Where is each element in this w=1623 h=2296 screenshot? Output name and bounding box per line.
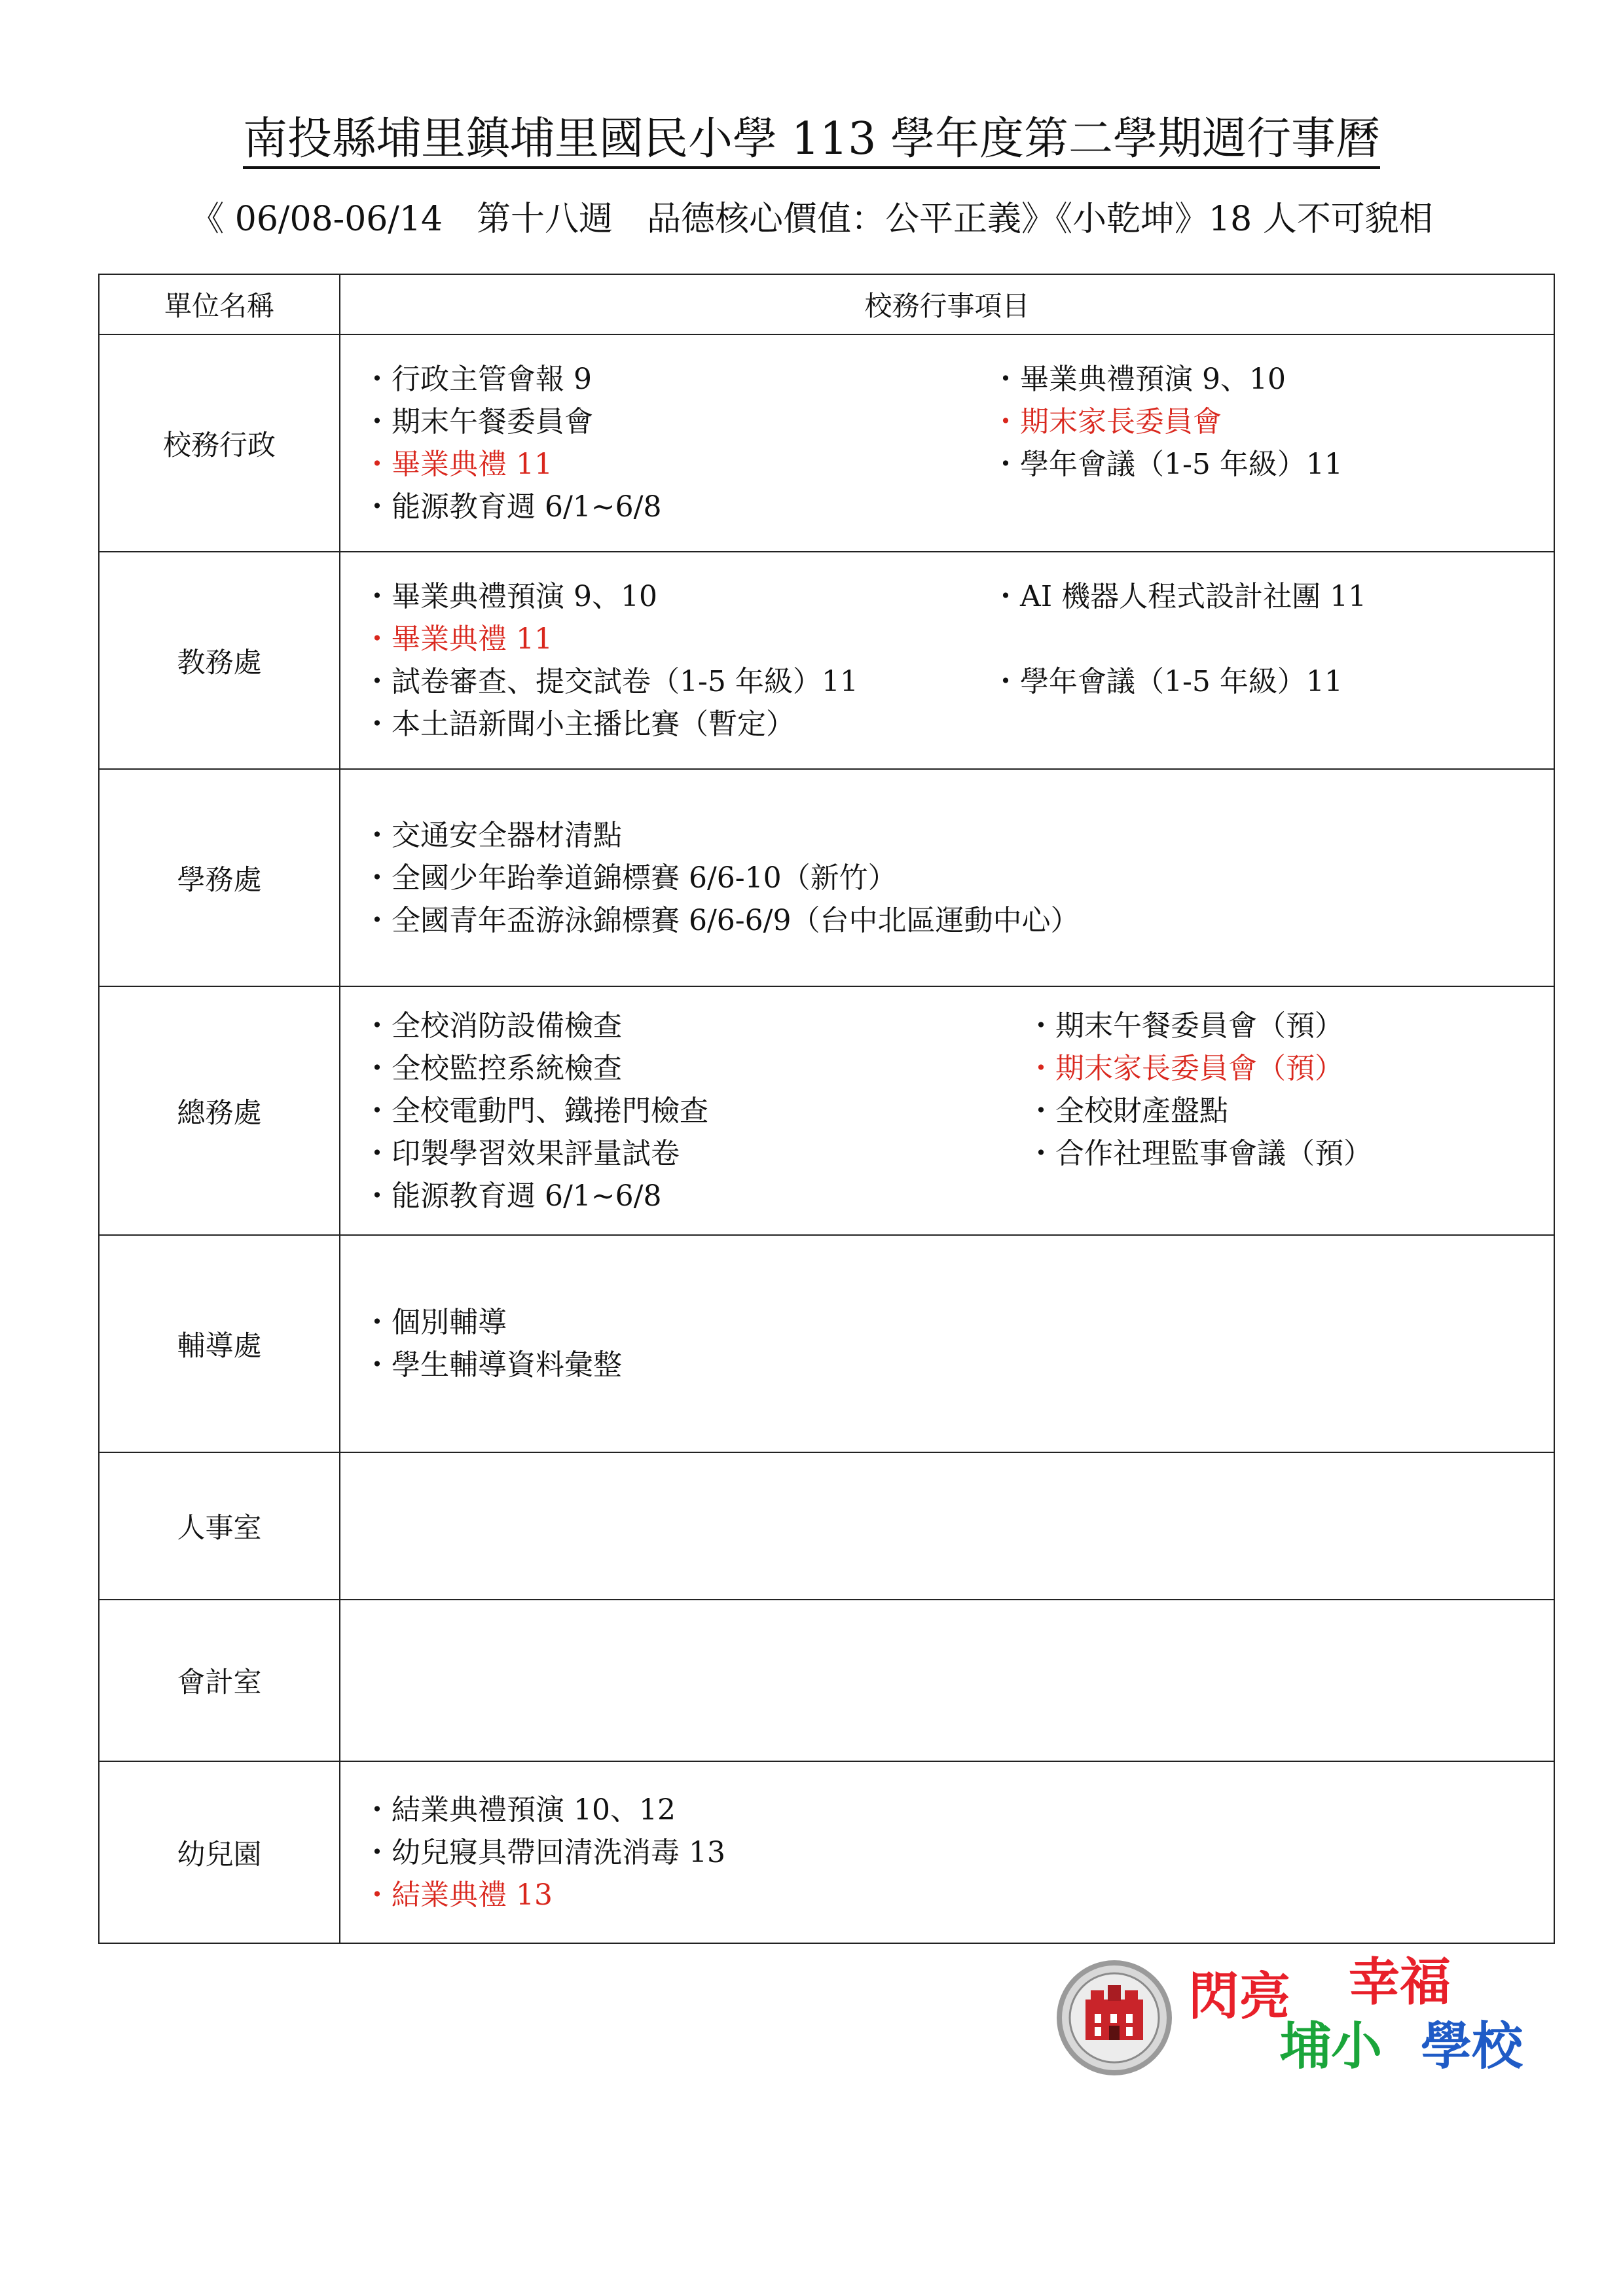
- list-item: [991, 618, 1366, 660]
- items-right-column: [991, 575, 1366, 745]
- logo-text-4: 學校: [1421, 2017, 1523, 2075]
- list-item: ・畢業典禮 11: [363, 448, 553, 481]
- list-item: ・學年會議（1-5 年級）11: [991, 665, 1343, 698]
- logo-text-1: 閃亮: [1188, 1967, 1291, 2025]
- unit-name-cell: 教務處: [99, 552, 340, 769]
- logo-text-2: 幸福: [1349, 1954, 1451, 2011]
- unit-column-header: 單位名稱: [99, 274, 340, 334]
- list-item: ・能源教育週 6/1~6/8: [363, 1179, 662, 1213]
- items-left-column: [363, 1789, 1527, 1916]
- items-column-header: 校務行事項目: [340, 274, 1554, 334]
- list-item: ・全國少年跆拳道錦標賽 6/6-10（新竹）: [363, 861, 897, 895]
- list-item: ・全國青年盃游泳錦標賽 6/6-6/9（台中北區運動中心）: [363, 903, 1080, 937]
- table-header-row: [99, 274, 1554, 334]
- list-item: ・全校電動門、鐵捲門檢查: [363, 1094, 708, 1128]
- table-row: [99, 1761, 1554, 1943]
- items-left-column: [363, 1005, 1027, 1217]
- list-item: ・本土語新聞小主播比賽（暫定）: [363, 708, 795, 741]
- list-item: ・能源教育週 6/1~6/8: [363, 490, 662, 524]
- week-subtitle: 《 06/08-06/14 第十八週 品德核心價值：公平正義》《小乾坤》18 人不可貌相: [190, 200, 1433, 239]
- items-cell: [340, 1235, 1554, 1452]
- table-row: [99, 1452, 1554, 1600]
- logo-text-3: 埔小: [1280, 2017, 1383, 2075]
- list-item: ・個別輔導: [363, 1306, 507, 1339]
- items-cell: [340, 552, 1554, 769]
- items-left-column: [363, 575, 991, 745]
- list-item: ・試卷審查、提交試卷（1-5 年級）11: [363, 665, 858, 698]
- table-row: [99, 334, 1554, 552]
- unit-name-cell: 學務處: [99, 769, 340, 986]
- items-cell: [340, 334, 1554, 552]
- items-cell: [340, 1452, 1554, 1600]
- list-item: ・全校財產盤點: [1027, 1094, 1228, 1128]
- school-logo: [1054, 1954, 1545, 2085]
- list-item: ・學年會議（1-5 年級）11: [991, 448, 1343, 481]
- list-item: ・畢業典禮預演 9、10: [363, 580, 657, 613]
- list-item: ・行政主管會報 9: [363, 363, 592, 396]
- table-row: [99, 552, 1554, 769]
- unit-name-cell: 會計室: [99, 1600, 340, 1761]
- list-item: ・全校消防設備檢查: [363, 1009, 622, 1043]
- items-left-column: [363, 358, 991, 528]
- list-item: ・期末午餐委員會（預）: [1027, 1009, 1343, 1043]
- items-left-column: [363, 1301, 1527, 1386]
- school-emblem-icon: [1057, 1960, 1172, 2075]
- items-cell: [340, 1600, 1554, 1761]
- weekly-calendar-table: [98, 274, 1555, 1944]
- items-cell: [340, 986, 1554, 1235]
- list-item: ・畢業典禮預演 9、10: [991, 363, 1286, 396]
- items-right-column: [1027, 1005, 1372, 1217]
- list-item: ・交通安全器材清點: [363, 818, 622, 852]
- unit-name-cell: 校務行政: [99, 334, 340, 552]
- table-row: [99, 769, 1554, 986]
- items-left-column: [363, 814, 1527, 942]
- list-item: ・期末家長委員會: [991, 405, 1222, 439]
- list-item: ・合作社理監事會議（預）: [1027, 1136, 1372, 1170]
- list-item: ・期末午餐委員會: [363, 405, 593, 439]
- list-item: ・全校監控系統檢查: [363, 1051, 622, 1085]
- list-item: ・AI 機器人程式設計社團 11: [991, 580, 1367, 613]
- list-item: ・印製學習效果評量試卷: [363, 1136, 680, 1170]
- list-item: ・結業典禮 13: [363, 1878, 553, 1912]
- items-cell: [340, 1761, 1554, 1943]
- list-item: ・期末家長委員會（預）: [1027, 1051, 1343, 1085]
- page-title-text: 南投縣埔里鎮埔里國民小學 113 學年度第二學期週行事曆: [243, 113, 1380, 169]
- items-cell: [340, 769, 1554, 986]
- table-row: [99, 1235, 1554, 1452]
- list-item: ・畢業典禮 11: [363, 622, 553, 656]
- unit-name-cell: 總務處: [99, 986, 340, 1235]
- page-title: [0, 110, 1623, 169]
- table-row: [99, 986, 1554, 1235]
- list-item: ・幼兒寢具帶回清洗消毒 13: [363, 1835, 725, 1869]
- table-row: [99, 1600, 1554, 1761]
- items-right-column: [991, 358, 1343, 528]
- unit-name-cell: 幼兒園: [99, 1761, 340, 1943]
- list-item: ・學生輔導資料彙整: [363, 1348, 622, 1382]
- list-item: ・結業典禮預演 10、12: [363, 1793, 676, 1827]
- unit-name-cell: 人事室: [99, 1452, 340, 1600]
- unit-name-cell: 輔導處: [99, 1235, 340, 1452]
